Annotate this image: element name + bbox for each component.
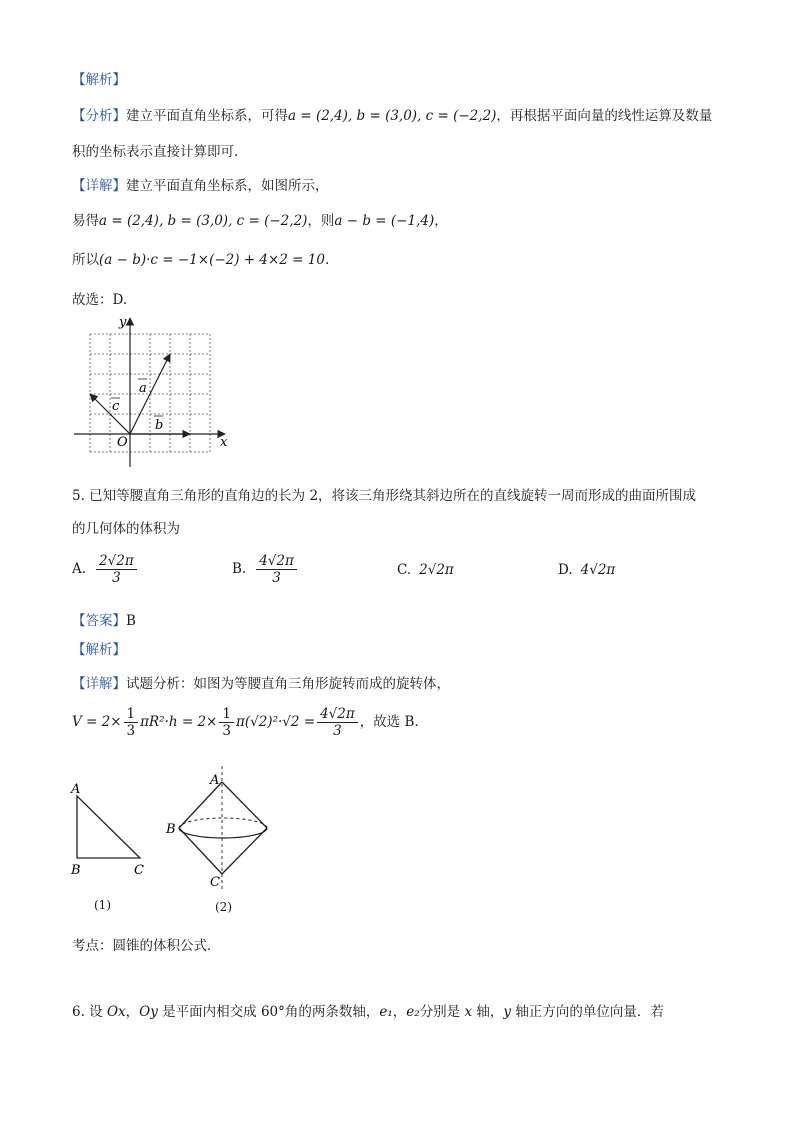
q5-option-d <box>558 562 615 578</box>
q5-option-c-label: C. <box>397 562 412 578</box>
q5-option-b <box>232 553 299 586</box>
solid-vertex-b: B <box>166 822 176 837</box>
q5-answer-value: B <box>126 613 136 629</box>
detail-text: 建立平面直角坐标系，如图所示， <box>126 178 329 194</box>
q6-text-b: 是平面内相交成 60°角的两条数轴， <box>157 1004 380 1020</box>
formula-result <box>317 706 358 739</box>
detail-dot-product: (a − b)·c = −1×(−2) + 4×2 = 10 <box>99 252 325 268</box>
triangle-vertex-b: B <box>71 863 81 878</box>
solid-vertex-c: C <box>210 875 220 890</box>
q5-option-c <box>397 562 454 578</box>
q6-line-1 <box>72 1000 664 1020</box>
q5-option-b-fraction <box>256 553 297 586</box>
q5-detail-text: 试题分析：如图为等腰直角三角形旋转而成的旋转体， <box>126 676 450 692</box>
q6-oy: Oy <box>139 1004 158 1020</box>
triangle-vertex-a: A <box>71 782 81 797</box>
section-heading-analysis: 【解析】 <box>72 72 126 88</box>
formula-result-num: 4√2π <box>317 706 358 723</box>
detail-line2-end: ， <box>434 213 448 229</box>
q5-detail-tag: 【详解】 <box>72 676 126 692</box>
q6-ox: Ox <box>106 1004 126 1020</box>
detail-line2-b: ，则 <box>307 213 335 229</box>
detail-line2-a: 易得 <box>72 213 99 229</box>
vector-c-label: c <box>112 399 120 414</box>
q5-answer-line <box>72 609 136 629</box>
figure-caption-2: (2) <box>215 900 232 914</box>
formula-mid2: π(√2)²·√2 = <box>235 714 316 730</box>
analysis-text-b: ，再根据平面向量的线性运算及数量 <box>496 108 713 124</box>
figure-caption-1: (1) <box>94 898 111 912</box>
vector-diagram <box>70 312 240 472</box>
q5-option-b-num: 4√2π <box>256 553 297 570</box>
formula-result-den: 3 <box>333 723 342 739</box>
detail-line-2 <box>72 209 448 229</box>
detail-line3-a: 所以 <box>72 252 99 268</box>
q5-option-a-den: 3 <box>112 570 121 586</box>
vector-b-label: b <box>155 418 164 433</box>
analysis-text-a: 建立平面直角坐标系，可得 <box>126 108 288 124</box>
q5-option-a-fraction <box>96 553 137 586</box>
q6-e1: e₁ <box>379 1004 393 1020</box>
solid-vertex-a: A <box>210 773 220 788</box>
q5-analysis-heading: 【解析】 <box>72 642 126 658</box>
formula-start: V = 2× <box>72 714 122 730</box>
kaodian-line: 考点：圆锥的体积公式． <box>72 938 221 954</box>
analysis-tag: 【分析】 <box>72 108 126 124</box>
q5-option-b-den: 3 <box>272 570 281 586</box>
vector-a-label: a <box>139 381 147 396</box>
formula-frac-den-b: 3 <box>222 723 231 739</box>
x-axis-label: x <box>220 435 228 450</box>
q6-text-e: 轴正方向的单位向量．若 <box>511 1004 664 1020</box>
detail-line3-end: . <box>324 252 330 268</box>
q5-option-c-value: 2√2π <box>419 562 454 578</box>
detail-difference: a − b = (−1,4) <box>334 213 435 229</box>
formula-frac-den-a: 3 <box>126 723 136 739</box>
q5-answer-tag: 【答案】 <box>72 613 126 629</box>
q6-y: y <box>503 1004 512 1020</box>
q5-line-1: 5. 已知等腰直角三角形的直角边的长为 2，将该三角形绕其斜边所在的直线旋转一周而形成的曲面所围成 <box>72 488 697 504</box>
q5-option-a <box>72 553 139 586</box>
q6-x: x <box>464 1004 473 1020</box>
q6-sep: ， <box>125 1004 140 1020</box>
detail-vectors: a = (2,4), b = (3,0), c = (−2,2) <box>99 213 308 229</box>
formula-one-third-a <box>124 706 139 739</box>
revolution-solid-figure <box>163 764 281 896</box>
detail-line-3 <box>72 248 329 268</box>
q6-e2: e₂ <box>406 1004 420 1020</box>
triangle-vertex-c: C <box>134 863 144 878</box>
formula-mid: πR²·h = 2× <box>140 714 218 730</box>
q6-text-a: 6. 设 <box>72 1004 107 1020</box>
formula-one-third-b <box>219 706 234 739</box>
detail-tag: 【详解】 <box>72 178 126 194</box>
y-axis-label: y <box>119 315 127 330</box>
triangle-figure <box>66 770 162 920</box>
formula-end: ，故选 B． <box>359 714 428 730</box>
detail-answer: 故选：D. <box>72 292 128 308</box>
q6-text-c: 分别是 <box>419 1004 465 1020</box>
detail-line-1 <box>72 174 329 194</box>
q5-option-d-label: D. <box>558 562 573 578</box>
q6-sep-2: ， <box>392 1004 407 1020</box>
q6-text-d: 轴， <box>472 1004 504 1020</box>
formula-frac-num-b: 1 <box>219 706 234 723</box>
analysis-vectors: a = (2,4), b = (3,0), c = (−2,2) <box>288 108 497 124</box>
q5-option-d-value: 4√2π <box>580 562 616 578</box>
q5-option-a-num: 2√2π <box>96 553 137 570</box>
formula-frac-num-a: 1 <box>124 706 139 723</box>
analysis-line-2: 积的坐标表示直接计算即可. <box>72 144 239 160</box>
origin-label: O <box>117 435 128 450</box>
analysis-line-1 <box>72 104 712 124</box>
q5-option-a-label: A. <box>72 561 87 577</box>
q5-volume-formula <box>72 706 428 739</box>
q5-line-2: 的几何体的体积为 <box>72 521 180 537</box>
q5-option-b-label: B. <box>232 561 247 577</box>
q5-detail-line <box>72 672 450 692</box>
